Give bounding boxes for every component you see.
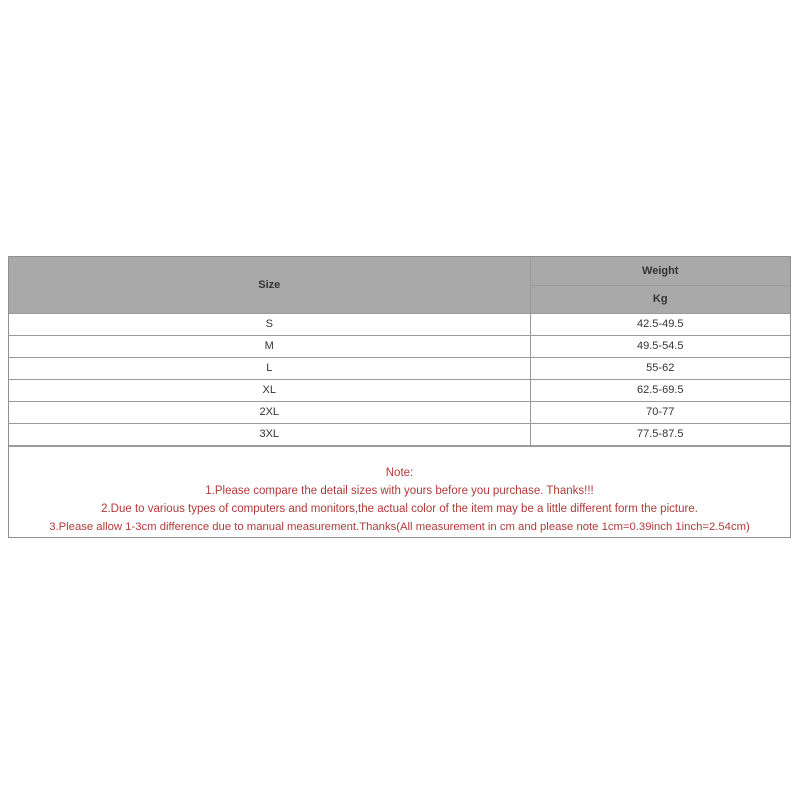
weight-unit-header: Kg bbox=[530, 285, 790, 313]
note-title: Note: bbox=[385, 466, 414, 479]
size-column-header: Size bbox=[9, 257, 530, 313]
table-row bbox=[9, 379, 790, 401]
size-cell: S bbox=[9, 313, 530, 335]
size-cell: XL bbox=[9, 379, 530, 401]
size-chart bbox=[8, 256, 791, 538]
weight-cell: 62.5-69.5 bbox=[530, 379, 790, 401]
weight-cell: 77.5-87.5 bbox=[530, 423, 790, 445]
size-cell: 3XL bbox=[9, 423, 530, 445]
size-table bbox=[9, 257, 790, 446]
table-row bbox=[9, 313, 790, 335]
note-line: 1.Please compare the detail sizes with yours before you purchase. Thanks!!! bbox=[205, 484, 594, 497]
notes-section bbox=[9, 446, 790, 537]
weight-column-header: Weight bbox=[530, 257, 790, 285]
table-row bbox=[9, 335, 790, 357]
table-row bbox=[9, 423, 790, 445]
note-line: 2.Due to various types of computers and monitors,the actual color of the item may be a little different form the picture. bbox=[101, 502, 698, 515]
size-cell: 2XL bbox=[9, 401, 530, 423]
note-line: 3.Please allow 1-3cm difference due to manual measurement.Thanks(All measurement in cm and please note 1cm=0.39inch 1inch=2.54cm) bbox=[49, 520, 750, 533]
weight-cell: 70-77 bbox=[530, 401, 790, 423]
weight-cell: 55-62 bbox=[530, 357, 790, 379]
weight-cell: 42.5-49.5 bbox=[530, 313, 790, 335]
table-row bbox=[9, 401, 790, 423]
size-cell: L bbox=[9, 357, 530, 379]
size-cell: M bbox=[9, 335, 530, 357]
table-row bbox=[9, 357, 790, 379]
weight-cell: 49.5-54.5 bbox=[530, 335, 790, 357]
